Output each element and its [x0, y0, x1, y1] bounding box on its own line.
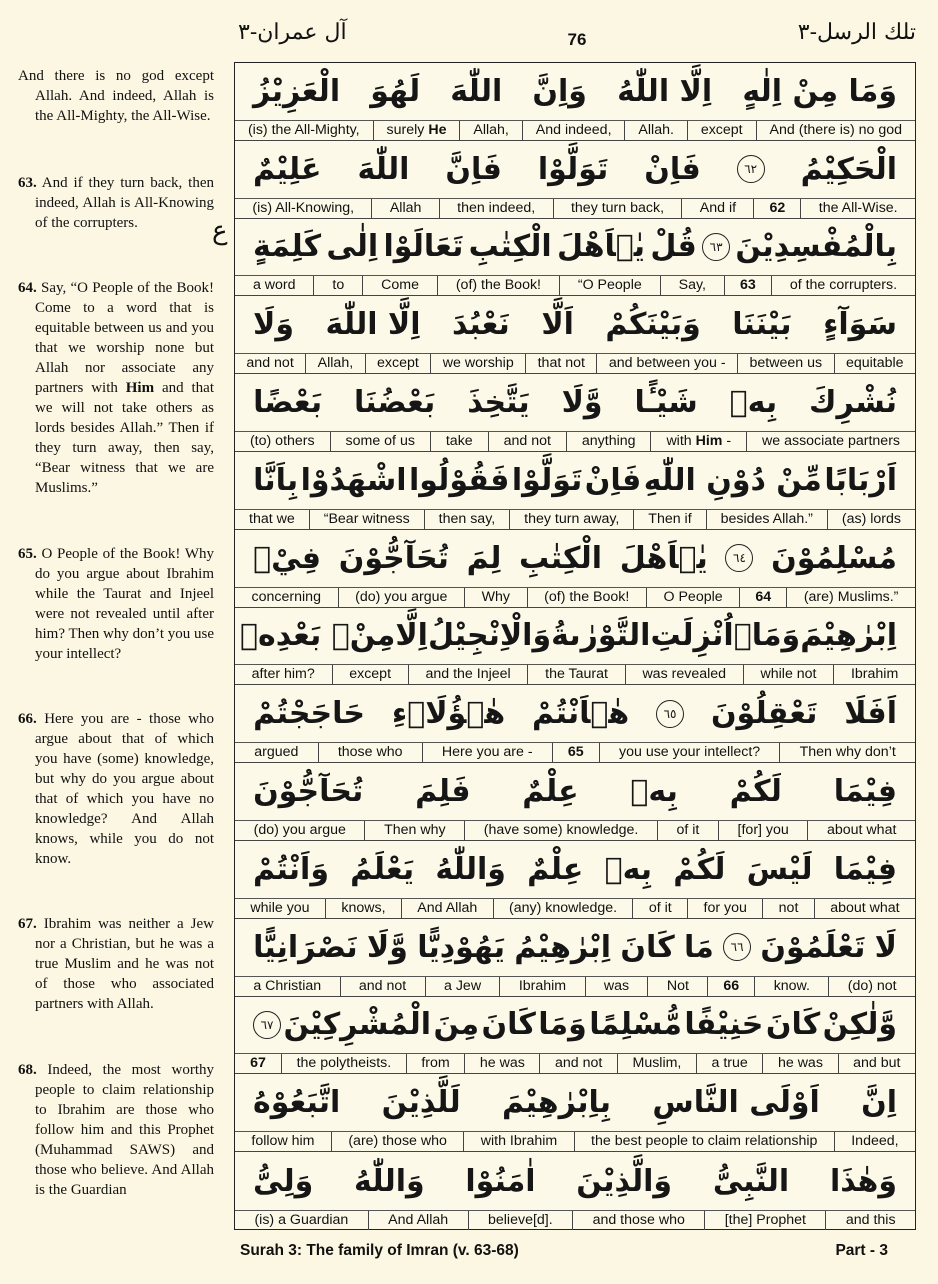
verse-number: 68. [18, 1062, 37, 1078]
translation-cell: Muslim, [617, 1054, 696, 1073]
arabic-word: وَلَا [253, 307, 295, 343]
arabic-word: تَعْلَمُوْنَ [760, 929, 866, 965]
arabic-word: مِّنْ دُوْنِ اللّٰهِ [643, 462, 822, 498]
translation-cell: “O People [559, 276, 660, 295]
translation-cell: (have some) knowledge. [464, 821, 657, 840]
arabic-word: كَلِمَةٍ [253, 229, 322, 265]
verse-line [235, 1074, 915, 1152]
arabic-word: لَهُوَ [370, 73, 421, 109]
arabic-word: بَيْنَنَا [732, 307, 792, 343]
arabic-word: حَنِيْفًا [684, 1007, 764, 1043]
translation-cell: and not [246, 355, 294, 372]
arabic-text [235, 763, 915, 821]
translation-cell: some of us [330, 432, 430, 451]
commentary-verse-68 [18, 1060, 214, 1200]
translation-cell: after him? [251, 666, 315, 683]
arabic-word: اشْهَدُوْا [300, 462, 407, 498]
translation-row [235, 1054, 915, 1073]
arabic-word: وَاللّٰهُ [435, 851, 506, 887]
translation-cell: And (there is) no god [756, 121, 915, 140]
commentary-text: Here you are - those who argue about that of which you have (some) knowledge, but why do you argue about that of which you have no knowledge? And Allah knows, while you do not know. [35, 711, 214, 867]
arabic-word: فَاِنْ [644, 151, 701, 187]
verse-number: 66. [18, 711, 37, 727]
translation-cell: believe[d]. [468, 1211, 573, 1230]
translation-cell: of the corrupters. [771, 276, 915, 295]
translation-row [235, 821, 915, 840]
verse-line [235, 1152, 915, 1230]
translation-cell: And indeed, [522, 121, 625, 140]
translation-cell: Ibrahim [499, 977, 584, 996]
arabic-word: اِلَّا اللّٰهُ [617, 73, 713, 109]
translation-cell: [the] Prophet [704, 1211, 825, 1230]
arabic-word: الْكِتٰبِ [468, 229, 552, 265]
translation-cell: for you [687, 899, 762, 918]
translation-row [235, 199, 915, 218]
verse-end-marker: ٦٣ [702, 233, 730, 261]
translation-cell: was revealed [625, 665, 743, 684]
arabic-word: يٰۤاَهْلَ [556, 229, 646, 265]
arabic-word: حَاجَجْتُمْ [253, 696, 365, 732]
translation-cell: (as) lords [827, 510, 915, 529]
translation-cell: Come [362, 276, 437, 295]
arabic-text [235, 1152, 915, 1211]
arabic-text [235, 374, 915, 432]
arabic-word: اَفَلَا [844, 696, 897, 732]
translation-cell: (is) the All-Mighty, [247, 121, 360, 138]
arabic-word: تُحَآجُّوْنَ [253, 774, 364, 810]
footer-part: Part - 3 [835, 1242, 888, 1259]
translation-cell: Ibrahim [833, 665, 915, 684]
translation-cell: Say, [660, 276, 724, 295]
translation-cell: except [365, 354, 431, 373]
translation-cell: take [430, 432, 488, 451]
arabic-word: شَيْـًٔا [634, 385, 698, 421]
translation-cell: and this [825, 1211, 915, 1230]
arabic-word: نُشْرِكَ [809, 385, 897, 421]
translation-cell: (is) All-Knowing, [252, 199, 355, 216]
verse-end-marker: ٦٤ [725, 544, 753, 572]
verse-line [235, 608, 915, 686]
arabic-word: وَبَيْنَكُمْ [605, 307, 701, 343]
translation-cell: about what [814, 899, 915, 918]
translation-cell: we worship [430, 354, 525, 373]
translation-cell: Then why don’t [779, 743, 915, 762]
translation-cell: Then why [364, 821, 464, 840]
translation-cell: a true [696, 1054, 762, 1073]
commentary-text: and that we will not take others as lords besides Allah.” Then if they turn away, then say, “Bear witness that we are Muslims.” [35, 380, 215, 496]
arabic-text [235, 919, 915, 977]
translation-row [235, 743, 915, 762]
translation-cell: (do) not [828, 977, 915, 996]
arabic-word: وَمَا مِنْ اِلٰهٍ [742, 73, 897, 109]
translation-cell: a word [252, 277, 296, 294]
verse-line [235, 219, 915, 297]
translation-cell: while not [743, 665, 833, 684]
translation-cell: Allah. [624, 121, 686, 140]
arabic-word: وَاِنَّ [532, 73, 587, 109]
commentary-verse-63 [18, 173, 214, 233]
arabic-word: بَعْضُنَا [354, 385, 436, 421]
arabic-word: اللّٰهَ [450, 73, 503, 109]
translation-cell: the best people to claim relationship [574, 1132, 834, 1151]
translation-row [235, 977, 915, 996]
commentary-column [18, 64, 214, 1244]
verse-line [235, 530, 915, 608]
translation-cell: with Ibrahim [463, 1132, 573, 1151]
arabic-word: لَلَّذِيْنَ [381, 1085, 461, 1121]
commentary-verse-64 [18, 278, 214, 498]
arabic-word: بِاِبْرٰهِيْمَ [502, 1085, 612, 1121]
arabic-word: تُحَآجُّوْنَ [338, 540, 449, 576]
translation-cell: not [762, 899, 814, 918]
verse-number-cell: 65 [552, 743, 599, 762]
arabic-word: الْعَزِيْزُ [253, 73, 341, 109]
arabic-word: وَالْاِنْجِيْلُ [427, 618, 552, 654]
commentary-verse-66 [18, 709, 214, 869]
translation-cell: Allah, [305, 354, 364, 373]
translation-cell: and not [539, 1054, 617, 1073]
arabic-text [235, 841, 915, 899]
translation-cell: concerning [251, 588, 321, 605]
arabic-word: اللّٰهَ [357, 151, 410, 187]
translation-row [235, 1211, 915, 1230]
arabic-word: اِنَّ [861, 1085, 897, 1121]
translation-cell: and the Injeel [408, 665, 528, 684]
translation-cell: surely He [373, 121, 460, 140]
verse-line [235, 997, 915, 1075]
translation-cell: then indeed, [439, 199, 553, 218]
translation-cell: and those who [572, 1211, 704, 1230]
translation-cell: a Christian [253, 977, 322, 994]
arabic-word: كَانَ [620, 929, 675, 965]
translation-row [235, 432, 915, 451]
arabic-word: بِالْمُفْسِدِيْنَ [735, 229, 897, 265]
translation-cell: we associate partners [746, 432, 915, 451]
verse-number: 65. [18, 546, 37, 562]
arabic-word: لَكُمْ [673, 851, 726, 887]
translation-cell: that not [525, 354, 596, 373]
translation-row [235, 354, 915, 373]
arabic-word: يٰۤاَهْلَ [619, 540, 708, 576]
translation-cell: that we [249, 510, 295, 527]
translation-cell: the polytheists. [281, 1054, 406, 1073]
arabic-word: اَلَّا [541, 307, 574, 343]
translation-cell: then say, [424, 510, 510, 529]
arabic-text [235, 997, 915, 1055]
arabic-word: وَمَاۤ [733, 618, 801, 654]
translation-row [235, 510, 915, 529]
translation-cell: know. [754, 977, 828, 996]
verse-number: 63. [18, 175, 37, 191]
translation-cell: with Him - [650, 432, 746, 451]
translation-cell: Allah, [459, 121, 521, 140]
verse-number: 67. [18, 916, 37, 932]
translation-cell: was [585, 977, 648, 996]
arabic-word: نَصْرَانِيًّا [253, 929, 358, 965]
translation-cell: (do) you argue [253, 821, 346, 838]
arabic-word: لَيْسَ [746, 851, 813, 887]
verse-line [235, 919, 915, 997]
verse-line [235, 296, 915, 374]
arabic-word: اتَّبَعُوْهُ [253, 1085, 341, 1121]
verse-number: 64. [18, 280, 37, 296]
verse-number-cell: 66 [707, 977, 754, 996]
translation-cell: about what [807, 821, 915, 840]
translation-cell: to [313, 276, 362, 295]
arabic-text [235, 1074, 915, 1132]
translation-cell: they turn away, [509, 510, 633, 529]
translation-cell: between us [737, 354, 833, 373]
arabic-word: هٰۤؤُلَاۤءِ [391, 696, 506, 732]
arabic-word: عَلِيْمٌ [253, 151, 322, 187]
translation-cell: and not [340, 977, 425, 996]
translation-row [235, 899, 915, 918]
translation-cell: (to) others [249, 432, 315, 449]
verse-end-marker: ٦٢ [737, 155, 765, 183]
translation-cell: (are) those who [331, 1132, 463, 1151]
ruku-mark: ع [212, 216, 228, 246]
translation-row [235, 276, 915, 295]
commentary-text: Ibrahim was neither a Jew nor a Christian, but he was a true Muslim and he was not of those who associated partners with Allah. [35, 916, 214, 1012]
verse-line [235, 685, 915, 763]
arabic-word: نَعْبُدَ [452, 307, 510, 343]
verse-line [235, 841, 915, 919]
commentary-text: Indeed, the most worthy people to claim relationship to Ibrahim are those who follow him and this Prophet (Muhammad SAWS) and those who believe. And Allah is the Guardian [35, 1062, 214, 1198]
arabic-word: تَعَالَوْا [383, 229, 464, 265]
translation-cell: And Allah [401, 899, 493, 918]
arabic-word: اِلٰى [326, 229, 379, 265]
verse-line [235, 763, 915, 841]
translation-cell: (do) you argue [338, 588, 464, 607]
translation-cell: argued [254, 744, 299, 761]
commentary-emphasis: Him [125, 380, 155, 396]
commentary-verse-62 [18, 66, 214, 126]
translation-cell: they turn back, [553, 199, 682, 218]
verse-end-marker: ٦٥ [656, 700, 684, 728]
translation-cell: equitable [834, 354, 915, 373]
translation-cell: (any) knowledge. [493, 899, 633, 918]
arabic-word: فَاِنْ [584, 462, 642, 498]
translation-cell: (is) a Guardian [254, 1211, 349, 1228]
commentary-text: O People of the Book! Why do you argue about Ibrahim while the Taurat and Injeel were not revealed until after him? Then why don’t you use your intellect? [35, 546, 215, 662]
translation-cell: O People [646, 588, 739, 607]
translation-cell: follow him [251, 1133, 315, 1150]
verse-end-marker: ٦٧ [253, 1011, 281, 1039]
verse-number-cell: 67 [250, 1055, 266, 1072]
verse-line [235, 63, 915, 141]
arabic-word: بِهٖ [604, 851, 653, 887]
juz-name-arabic: تلك الرسل-٣ [797, 20, 916, 45]
translation-cell: (are) Muslims.” [786, 588, 915, 607]
translation-cell: (of) the Book! [527, 588, 646, 607]
arabic-text [235, 219, 915, 277]
translation-cell: Why [464, 588, 527, 607]
translation-cell: except [332, 665, 408, 684]
arabic-word: اِبْرٰهِيْمَ [800, 618, 897, 654]
arabic-word: اِبْرٰهِيْمُ [514, 929, 612, 965]
verse-number-cell: 63 [724, 276, 771, 295]
arabic-word: وَّلٰكِنْ [822, 1007, 897, 1043]
translation-cell: he was [762, 1054, 837, 1073]
commentary-verse-67 [18, 914, 214, 1014]
arabic-word: فَاِنَّ [445, 151, 502, 187]
surah-name-arabic: آل عمران-٣ [238, 20, 347, 45]
arabic-word: تَعْقِلُوْنَ [710, 696, 818, 732]
commentary-text: Say, “O People of the Book! Come to a word that is equitable between us and you that we worship none but Allah nor associate any partners with [35, 280, 215, 396]
arabic-word: اِلَّا اللّٰهَ [325, 307, 421, 343]
arabic-word: يَتَّخِذَ [467, 385, 530, 421]
translation-cell: the All-Wise. [800, 199, 915, 218]
arabic-word: لِمَ [466, 540, 502, 576]
arabic-word: فِيْمَا [833, 851, 897, 887]
arabic-word: الْمُشْرِكِيْنَ [283, 1007, 432, 1043]
translation-cell: (of) the Book! [437, 276, 559, 295]
translation-cell: you use your intellect? [599, 743, 780, 762]
arabic-text [235, 296, 915, 354]
translation-cell: of it [632, 899, 687, 918]
arabic-word: سَوَآءٍ [823, 307, 897, 343]
commentary-text: And there is no god except Allah. And indeed, Allah is the All-Mighty, the All-Wise. [18, 68, 214, 124]
arabic-word: لَا [874, 929, 897, 965]
word-by-word-grid [234, 62, 916, 1230]
arabic-word: مُّسْلِمًا [589, 1007, 682, 1043]
translation-cell: Here you are - [422, 743, 552, 762]
arabic-text [235, 530, 915, 588]
arabic-word: كَانَ [765, 1007, 821, 1043]
arabic-word: وَهٰذَا [829, 1163, 897, 1199]
arabic-word: فَقُوْلُوا [408, 462, 510, 498]
arabic-word: وَاَنْتُمْ [253, 851, 329, 887]
translation-cell: of it [657, 821, 718, 840]
translation-cell: while you [250, 899, 310, 916]
verse-number-cell: 64 [739, 588, 786, 607]
verse-line [235, 374, 915, 452]
arabic-word: اُنْزِلَتِ [650, 618, 734, 654]
arabic-word: عِلْمٌ [522, 774, 579, 810]
translation-cell: from [406, 1054, 465, 1073]
arabic-word: تَوَلَّوْا [537, 151, 609, 187]
arabic-word: بِهٖ [729, 385, 778, 421]
arabic-word: قُلْ [650, 229, 697, 265]
translation-cell: besides Allah.” [706, 510, 827, 529]
verse-number-cell: 62 [753, 199, 800, 218]
verse-line [235, 452, 915, 530]
translation-cell: and but [838, 1054, 916, 1073]
translation-cell: Indeed, [834, 1132, 915, 1151]
arabic-word: بَعْضًا [253, 385, 323, 421]
arabic-word: اِلَّا [395, 618, 428, 654]
commentary-verse-65 [18, 544, 214, 664]
arabic-word: النَّبِىُّ [712, 1163, 790, 1199]
arabic-word: وَلِىُّ [253, 1163, 314, 1199]
arabic-word: مَا [683, 929, 714, 965]
arabic-word: وَالَّذِيْنَ [576, 1163, 673, 1199]
arabic-word: يَعْلَمُ [350, 851, 415, 887]
page-number: 76 [567, 30, 587, 49]
arabic-word: بِاَنَّا [253, 462, 299, 498]
footer-surah-title: Surah 3: The family of Imran (v. 63-68) [240, 1242, 519, 1259]
arabic-word: وَاللّٰهُ [354, 1163, 425, 1199]
translation-cell: except [687, 121, 756, 140]
arabic-word: اَوْلَى النَّاسِ [652, 1085, 820, 1121]
arabic-word: مِنَ [433, 1007, 480, 1043]
arabic-word: وَّلَا [366, 929, 408, 965]
translation-row [235, 121, 915, 140]
arabic-word: لَكُمْ [729, 774, 782, 810]
verse-end-marker: ٦٦ [723, 933, 751, 961]
translation-cell: and between you - [596, 354, 737, 373]
arabic-text [235, 63, 915, 121]
arabic-word: تَوَلَّوْا [511, 462, 583, 498]
translation-cell: anything [566, 432, 651, 451]
arabic-text [235, 141, 915, 199]
translation-row [235, 1132, 915, 1151]
translation-cell: Then if [633, 510, 705, 529]
arabic-word: فِيْۤ [253, 540, 322, 576]
arabic-word: هٰۤاَنْتُمْ [532, 696, 630, 732]
arabic-word: عِلْمٌ [527, 851, 584, 887]
translation-cell: Allah [371, 199, 438, 218]
translation-cell: Not [647, 977, 707, 996]
translation-row [235, 588, 915, 607]
arabic-word: فِيْمَا [833, 774, 897, 810]
arabic-word: اَرْبَابًا [824, 462, 897, 498]
translation-cell: a Jew [425, 977, 500, 996]
arabic-word: التَّوْرٰىةُ [551, 618, 651, 654]
arabic-word: كَانَ [481, 1007, 536, 1043]
arabic-word: الْحَكِيْمُ [800, 151, 897, 187]
translation-cell: [for] you [718, 821, 807, 840]
translation-cell: “Bear witness [309, 510, 424, 529]
arabic-word: وَّلَا [561, 385, 603, 421]
commentary-text: And if they turn back, then indeed, Allah is All-Knowing of the corrupters. [35, 175, 214, 231]
verse-line [235, 141, 915, 219]
arabic-word: الْكِتٰبِ [519, 540, 603, 576]
arabic-word: اٰمَنُوْا [465, 1163, 536, 1199]
translation-cell: And Allah [368, 1211, 468, 1230]
page-header [0, 0, 938, 62]
arabic-word: فَلِمَ [415, 774, 471, 810]
translation-cell: And if [681, 199, 753, 218]
arabic-word: مُسْلِمُوْنَ [771, 540, 897, 576]
arabic-word: يَهُوْدِيًّا [417, 929, 506, 965]
translation-cell: and not [488, 432, 566, 451]
translation-cell: the Taurat [527, 665, 624, 684]
translation-cell: he was [464, 1054, 539, 1073]
arabic-word: بِهٖ [630, 774, 678, 810]
translation-row [235, 665, 915, 684]
translation-cell: knows, [325, 899, 401, 918]
arabic-text [235, 685, 915, 743]
arabic-word: وَمَا [538, 1007, 587, 1043]
arabic-word: مِنْۢ بَعْدِهٖ [240, 618, 396, 654]
arabic-text [235, 452, 915, 510]
translation-cell: those who [318, 743, 422, 762]
arabic-text [235, 608, 915, 666]
